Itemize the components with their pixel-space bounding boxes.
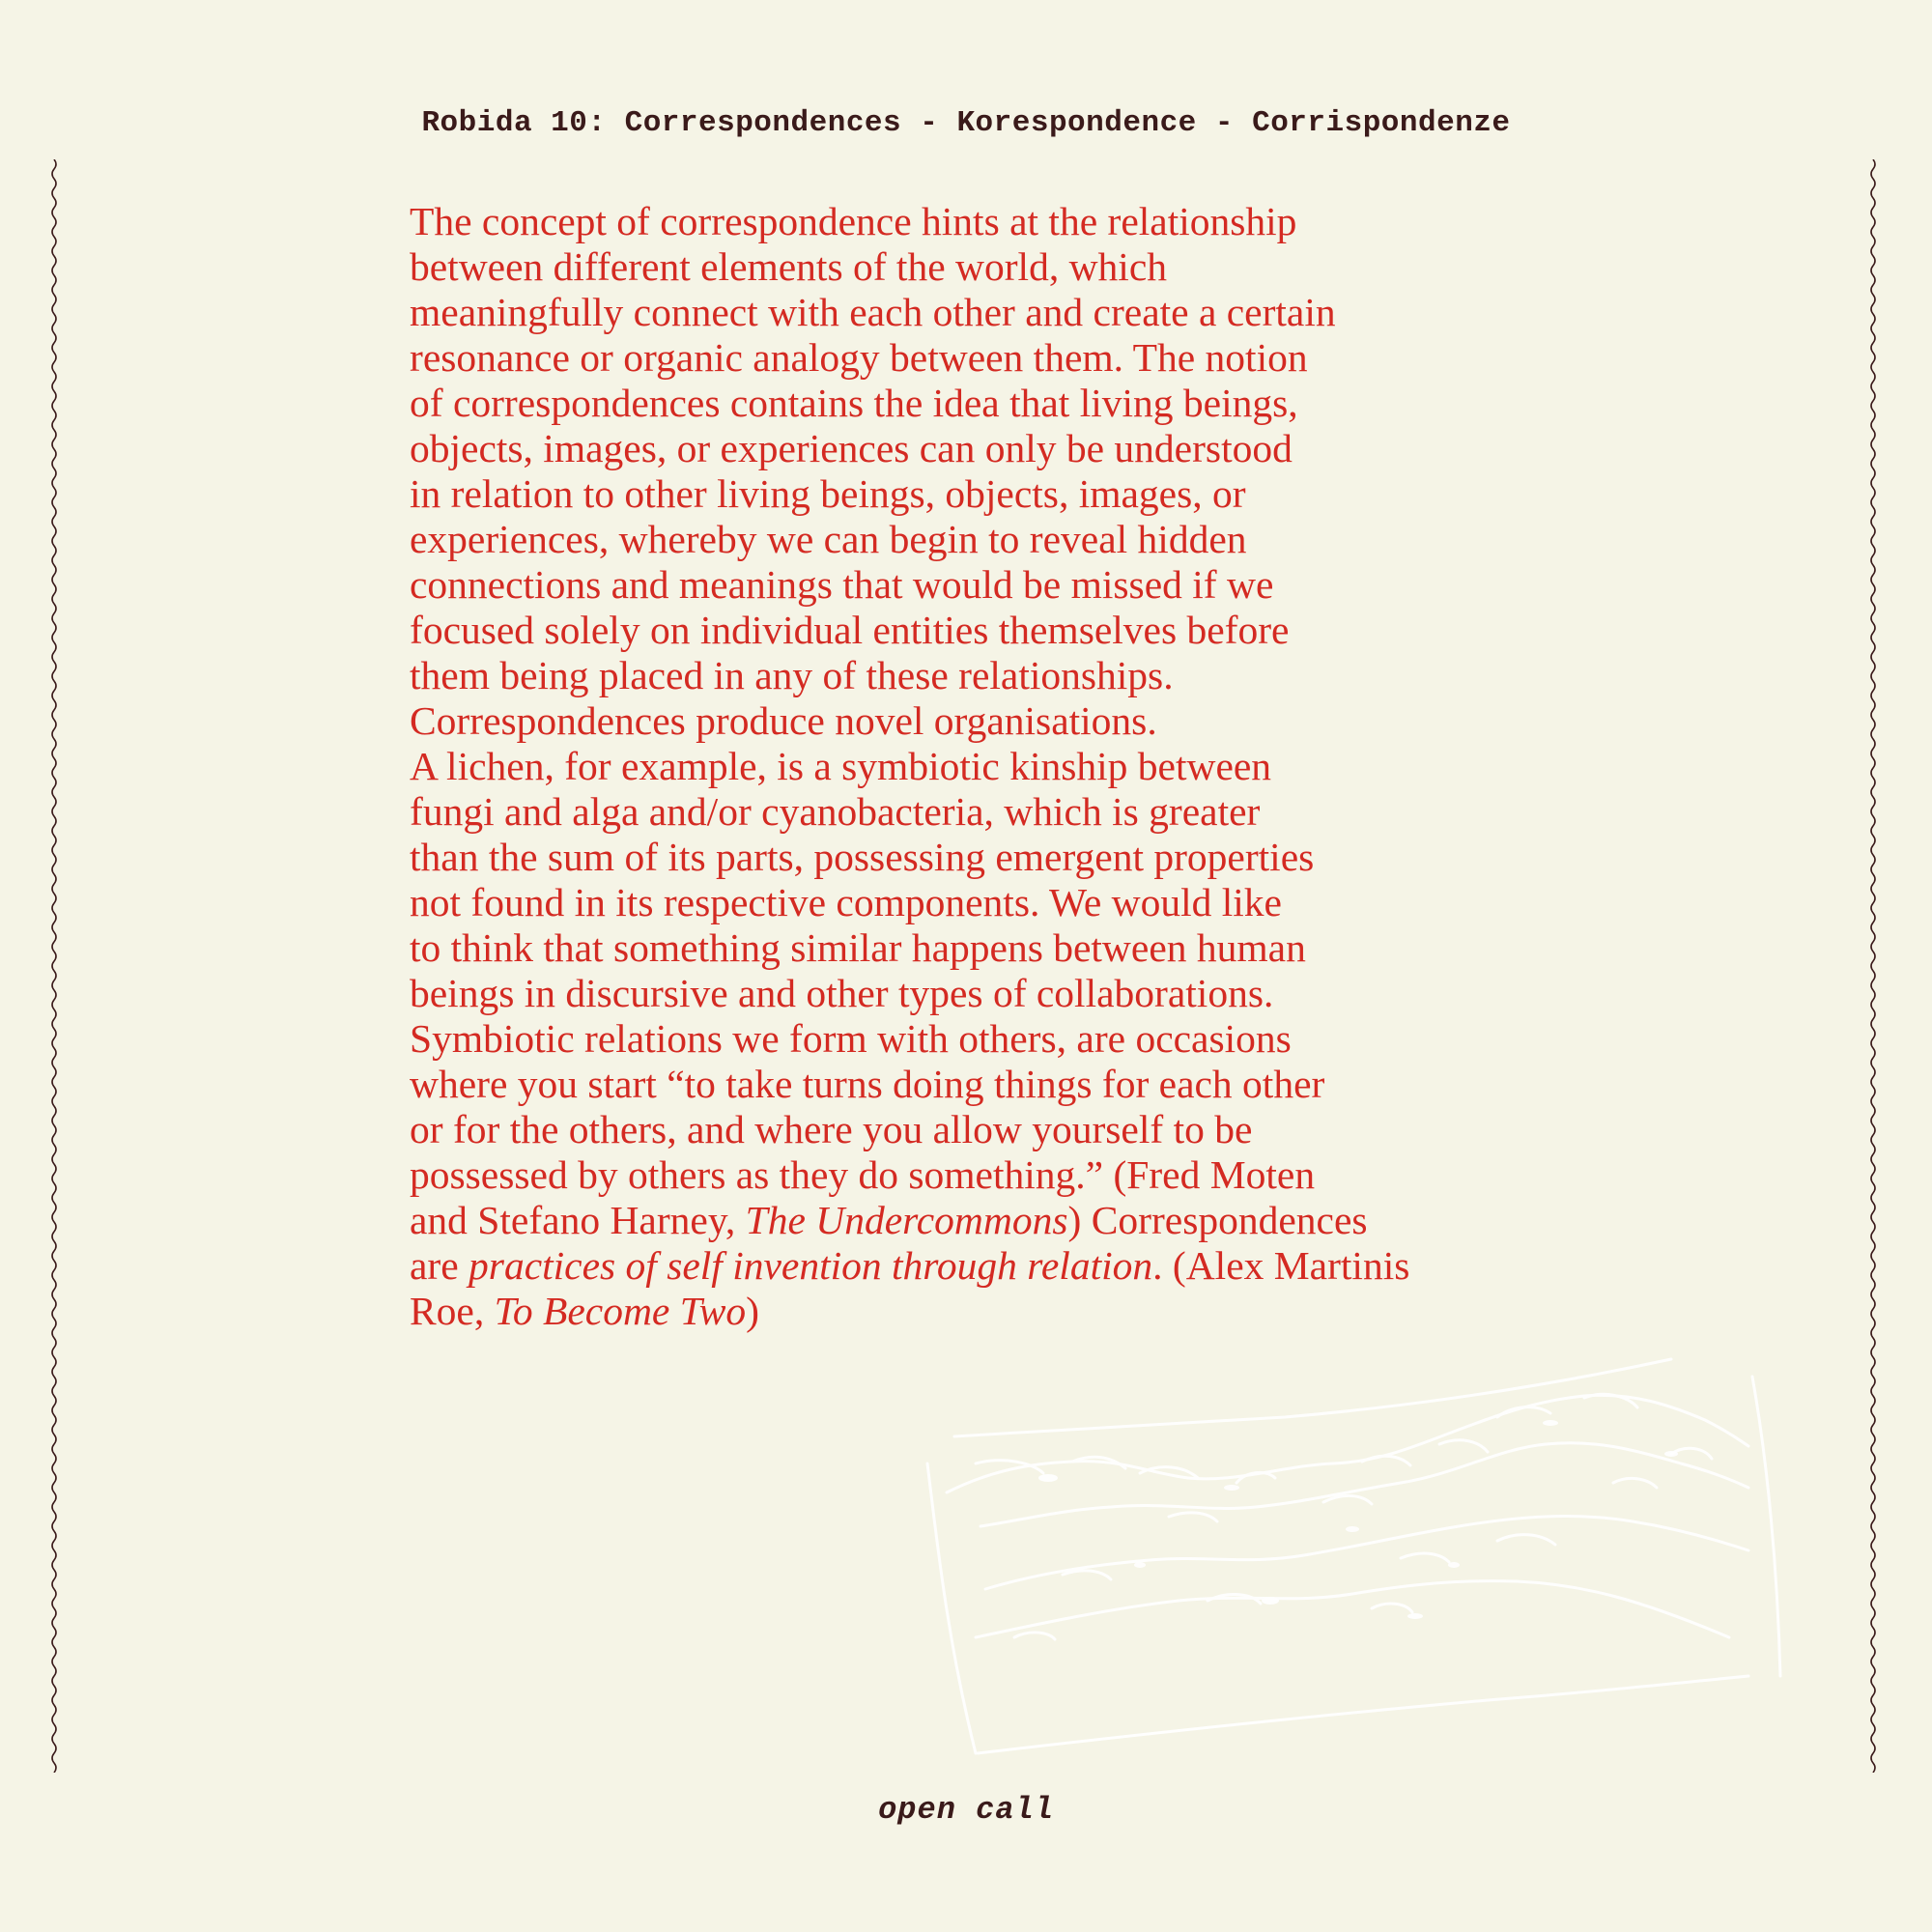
text-line	[410, 1243, 1559, 1289]
text-line	[410, 1289, 1559, 1334]
text-line: Correspondences produce novel organisations.	[410, 698, 1157, 743]
wavy-border-right	[1866, 159, 1880, 1773]
open-call-label: open call	[878, 1792, 1054, 1828]
text-segment: are	[410, 1243, 469, 1288]
text-line: them being placed in any of these relationships.	[410, 653, 1174, 697]
text-line: to think that something similar happens between human	[410, 925, 1306, 970]
text-segment: . (Alex Martinis	[1152, 1243, 1410, 1288]
text-line: where you start “to take turns doing things for each other	[410, 1062, 1325, 1106]
text-line: of correspondences contains the idea that living beings,	[410, 381, 1298, 425]
text-segment: ) Correspondences	[1067, 1198, 1368, 1242]
text-segment: Roe,	[410, 1289, 495, 1333]
book-title-undercommons: The Undercommons	[745, 1198, 1068, 1242]
text-line: The concept of correspondence hints at the relationship	[410, 199, 1297, 243]
text-line: resonance or organic analogy between them. The notion	[410, 335, 1308, 380]
text-line: not found in its respective components. We would like	[410, 880, 1282, 924]
text-line: beings in discursive and other types of collaborations.	[410, 971, 1274, 1015]
wavy-border-left	[47, 159, 61, 1773]
quoted-phrase: practices of self invention through relation	[469, 1243, 1153, 1288]
text-line: or for the others, and where you allow yourself to be	[410, 1107, 1253, 1151]
book-title-to-become-two: To Become Two	[494, 1289, 747, 1333]
text-line: focused solely on individual entities themselves before	[410, 608, 1290, 652]
body-paragraph	[410, 199, 1559, 1334]
landscape-sketch-icon	[918, 1348, 1787, 1763]
text-line	[410, 1198, 1559, 1243]
text-line: than the sum of its parts, possessing emergent properties	[410, 835, 1315, 879]
text-line: objects, images, or experiences can only be understood	[410, 426, 1293, 470]
text-line: in relation to other living beings, objects, images, or	[410, 471, 1246, 516]
text-line: possessed by others as they do something.” (Fred Moten	[410, 1152, 1316, 1197]
page-title: Robida 10: Correspondences - Korespondence - Corrispondenze	[421, 106, 1511, 140]
text-line: connections and meanings that would be missed if we	[410, 562, 1274, 607]
text-line: A lichen, for example, is a symbiotic kinship between	[410, 744, 1272, 788]
text-segment: )	[746, 1289, 759, 1333]
text-line: fungi and alga and/or cyanobacteria, which is greater	[410, 789, 1261, 834]
text-line: meaningfully connect with each other and create a certain	[410, 290, 1336, 334]
text-segment: and Stefano Harney,	[410, 1198, 746, 1242]
text-line: between different elements of the world, which	[410, 244, 1168, 289]
text-line: experiences, whereby we can begin to reveal hidden	[410, 517, 1247, 561]
text-line: Symbiotic relations we form with others, are occasions	[410, 1016, 1292, 1061]
